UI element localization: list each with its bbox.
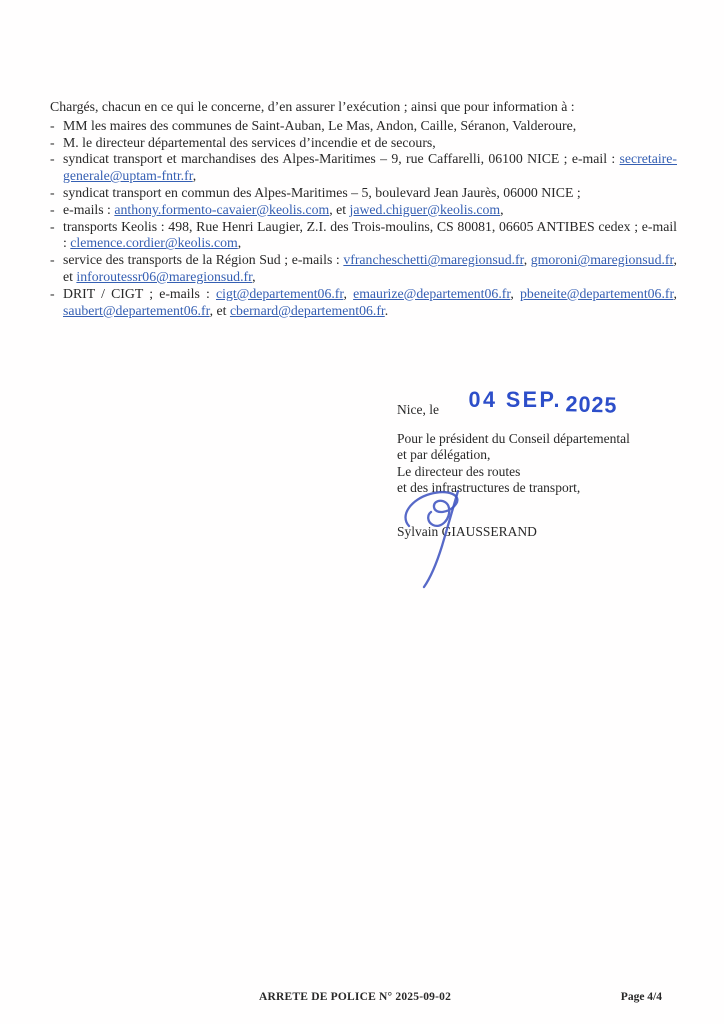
email-link[interactable]: vfrancheschetti@maregionsud.fr [343, 252, 524, 268]
recipient-text: , [237, 235, 242, 251]
signature-block [397, 387, 687, 540]
email-link[interactable]: jawed.chiguer@keolis.com [349, 201, 501, 217]
closing-line: et par délégation, [397, 447, 491, 463]
recipient-text: . [384, 302, 389, 318]
place-date-row [397, 387, 687, 431]
recipient-item [50, 286, 677, 320]
recipient-item [50, 118, 677, 135]
email-link[interactable]: anthony.formento-cavaier@keolis.com [114, 201, 330, 217]
email-link[interactable]: cigt@departement06.fr [215, 285, 344, 301]
footer-document-number: ARRETE DE POLICE N° 2025-09-02 [259, 991, 452, 1003]
email-link[interactable]: saubert@departement06.fr [63, 302, 210, 318]
place-date-label: Nice, le [397, 402, 439, 417]
recipient-item [50, 135, 677, 152]
email-link[interactable]: cbernard@departement06.fr [229, 302, 385, 318]
signer-name: Sylvain GIAUSSERAND [397, 523, 537, 539]
recipient-text: , et [63, 252, 677, 284]
closing-line: Le directeur des routes [397, 463, 521, 479]
recipient-item [50, 185, 677, 202]
recipient-item [50, 252, 677, 286]
closing-line: Pour le président du Conseil départemental [397, 431, 630, 446]
recipient-text: , et [209, 302, 230, 318]
date-stamp [468, 387, 619, 418]
recipients-section [50, 99, 677, 319]
closing-line: et des infrastructures de transport, [397, 480, 581, 496]
recipient-text: , [500, 201, 504, 217]
recipient-text: service des transports de la Région Sud ; e-mails : [63, 252, 344, 268]
recipient-text: , et [329, 201, 350, 217]
email-link[interactable]: secretaire-generale@uptam-fntr.fr [63, 151, 677, 184]
recipient-text: transports Keolis : 498, Rue Henri Laugier, Z.I. des Trois-moulins, CS 80081, 06605 ANTIBES cedex ; e-mail : [63, 218, 677, 251]
recipient-text: , [343, 285, 354, 301]
recipient-text: , [673, 285, 677, 301]
recipient-text: M. le directeur départemental des services d’incendie et de secours, [63, 134, 436, 150]
recipient-text: syndicat transport en commun des Alpes-Maritimes – 5, boulevard Jean Jaurès, 06000 NICE ; [63, 184, 581, 200]
date-stamp-year: 2025 [565, 391, 619, 418]
closing-lines [397, 431, 687, 497]
date-stamp-day-month: 04 SEP. [468, 387, 563, 412]
recipient-item [50, 151, 677, 185]
email-link[interactable]: pbeneite@departement06.fr [520, 285, 674, 301]
recipient-text: syndicat transport et marchandises des Alpes-Maritimes – 9, rue Caffarelli, 06100 NICE ; e-mail : [63, 151, 620, 167]
email-link[interactable]: inforoutessr06@maregionsud.fr [76, 268, 253, 284]
recipient-item [50, 219, 677, 253]
recipient-list [50, 118, 677, 320]
email-link[interactable]: clemence.cordier@keolis.com [70, 235, 238, 251]
footer-page-number: Page 4/4 [620, 991, 662, 1003]
recipient-text: MM les maires des communes de Saint-Auban, Le Mas, Andon, Caille, Séranon, Valderoure, [63, 117, 577, 133]
email-link[interactable]: emaurize@departement06.fr [353, 285, 511, 301]
email-link[interactable]: gmoroni@maregionsud.fr [530, 252, 674, 268]
recipient-text: e-mails : [63, 201, 115, 217]
execution-notice: Chargés, chacun en ce qui le concerne, d’en assurer l’exécution ; ainsi que pour information à : [50, 99, 575, 114]
recipient-text: DRIT / CIGT ; e-mails : [63, 285, 216, 301]
recipient-text: , [510, 285, 521, 301]
recipient-item [50, 202, 677, 219]
recipient-text: , [523, 252, 531, 268]
recipient-text: , [252, 268, 256, 284]
recipient-text: , [192, 168, 197, 184]
